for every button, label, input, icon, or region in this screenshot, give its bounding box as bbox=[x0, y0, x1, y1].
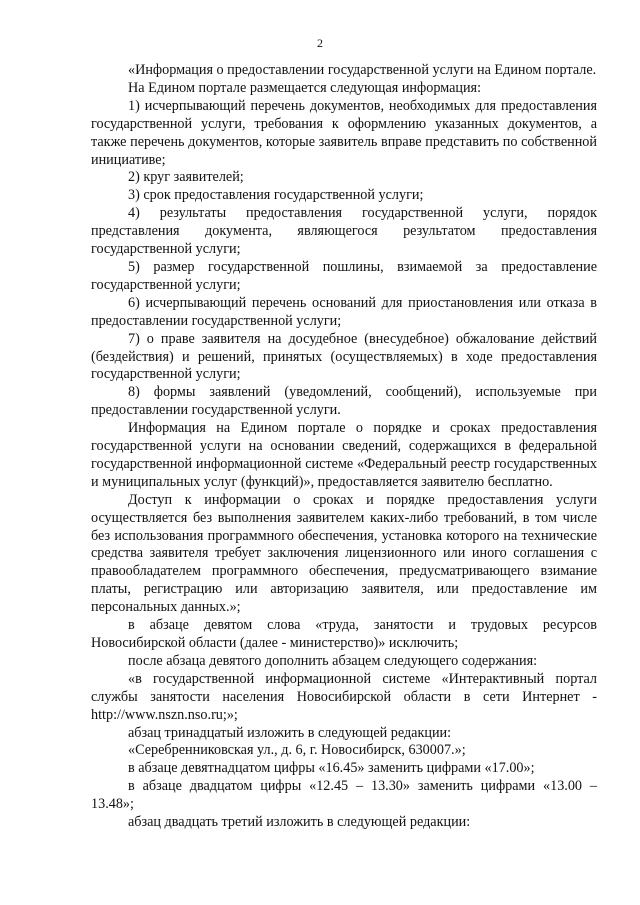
list-item: 8) формы заявлений (уведомлений, сообщений), используемые при предоставлении государственной услуги. bbox=[91, 384, 597, 419]
paragraph: после абзаца девятого дополнить абзацем следующего содержания: bbox=[128, 652, 538, 669]
paragraph: «Информация о предоставлении государственной услуги на Едином портале. bbox=[128, 62, 597, 78]
page-number: 2 bbox=[317, 36, 323, 50]
list-item: 4) результаты предоставления государственной услуги, порядок представления документа, являющегося результатом предоставления государственной услуги; bbox=[91, 205, 597, 258]
paragraph: абзац тринадцатый изложить в следующей редакции: bbox=[128, 724, 452, 741]
document-body bbox=[91, 62, 597, 832]
paragraph: «Серебренниковская ул., д. 6, г. Новосибирск, 630007.»; bbox=[128, 742, 466, 759]
paragraph: абзац двадцать третий изложить в следующей редакции: bbox=[128, 814, 471, 831]
paragraph: Доступ к информации о сроках и порядке предоставления услуги осуществляется без выполнения заявителем каких-либо требований, в том числе без использования программного обеспечения, установка которого на технические средства заявителя требует заключения лицензионного или иного соглашения с правообладателем программного обеспечения, предусматривающего взимание платы, регистрацию или авторизацию заявителя, или предоставление им персональных данных.»; bbox=[91, 491, 597, 616]
list-item: 7) о праве заявителя на досудебное (внесудебное) обжалование действий (бездействия) и решений, принятых (осуществляемых) в ходе предоставления государственной услуги; bbox=[91, 330, 597, 383]
paragraph: Информация на Едином портале о порядке и сроках предоставления государственной услуги на основании сведений, содержащихся в федеральной государственной информационной системе «Федеральный реестр государственных и муниципальных услуг (функций)», предоставляется заявителю бесплатно. bbox=[91, 420, 597, 490]
list-item: 2) круг заявителей; bbox=[128, 169, 244, 186]
list-item: 5) размер государственной пошлины, взимаемой за предоставление государственной услуги; bbox=[91, 258, 597, 293]
list-item: 1) исчерпывающий перечень документов, необходимых для предоставления государственной услуги, требования к оформлению указанных документов, а также перечень документов, которые заявитель вправе представить по собственной инициативе; bbox=[91, 97, 597, 168]
paragraph: На Едином портале размещается следующая информация: bbox=[128, 79, 482, 96]
paragraph: в абзаце двадцатом цифры «12.45 – 13.30» заменить цифрами «13.00 – 13.48»; bbox=[91, 778, 597, 813]
list-item: 6) исчерпывающий перечень оснований для приостановления или отказа в предоставлении государственной услуги; bbox=[91, 294, 597, 329]
paragraph: в абзаце девятнадцатом цифры «16.45» заменить цифрами «17.00»; bbox=[128, 760, 535, 777]
list-item: 3) срок предоставления государственной услуги; bbox=[128, 187, 424, 204]
paragraph: «в государственной информационной системе «Интерактивный портал службы занятости населения Новосибирской области в сети Интернет - http://www.nszn.nso.ru;»; bbox=[91, 670, 597, 723]
paragraph: в абзаце девятом слова «труда, занятости и трудовых ресурсов Новосибирской области (далее - министерство)» исключить; bbox=[91, 617, 597, 651]
